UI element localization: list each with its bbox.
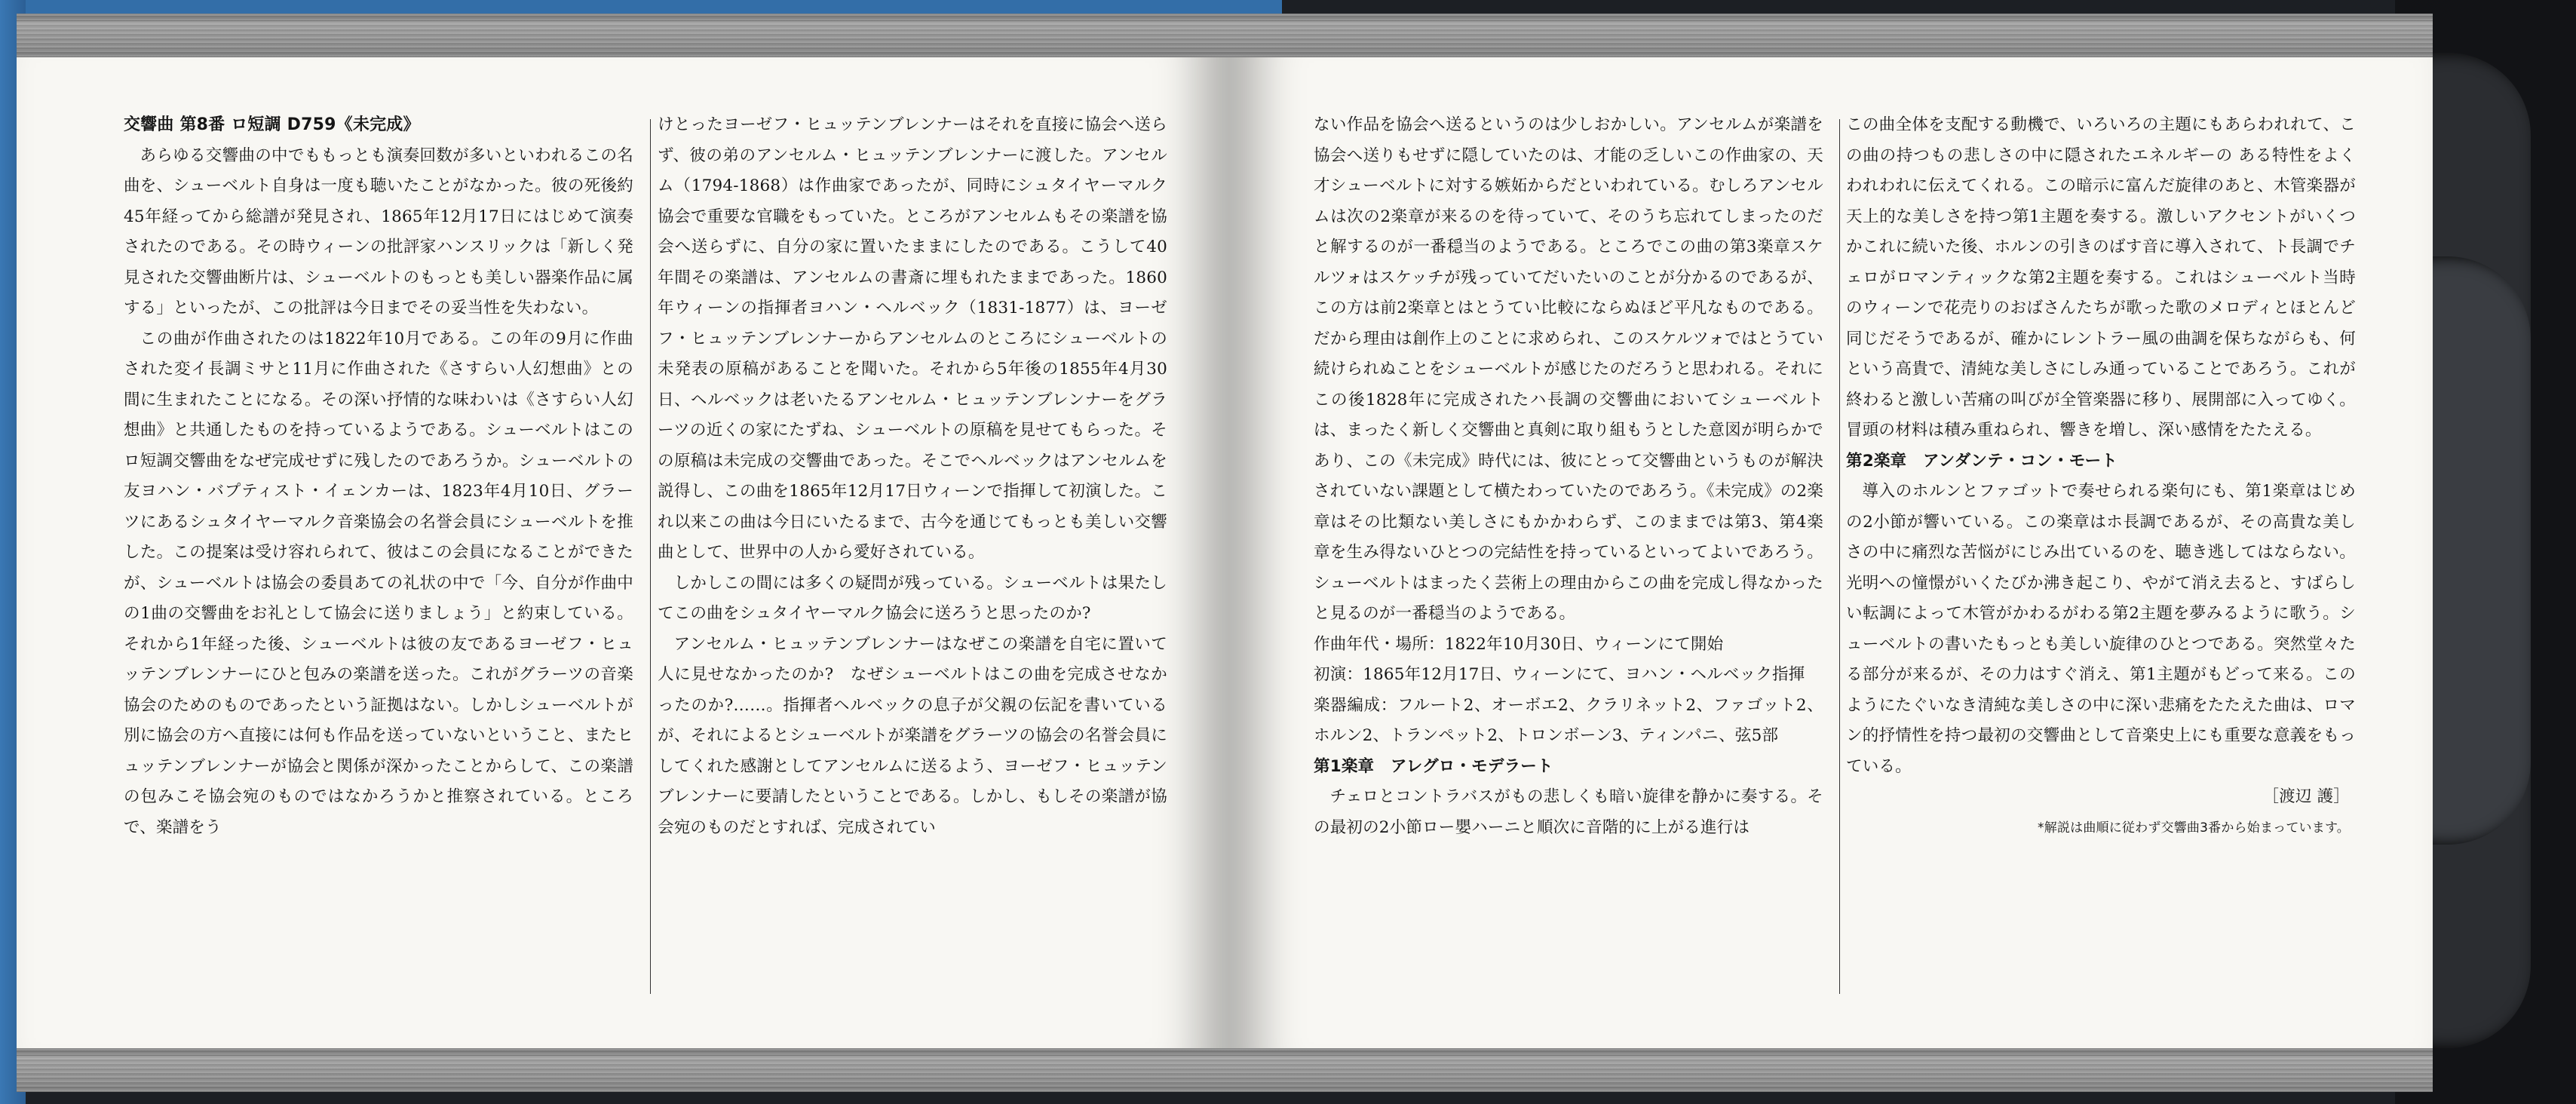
movement-2-heading: 第2楽章 アンダンテ・コン・モート <box>1846 451 2118 471</box>
page-bottom-band <box>17 1048 1229 1092</box>
page-top-band <box>1229 14 2433 57</box>
footnote: *解説は曲順に従わず交響曲3番から始まっています。 <box>2038 820 2350 836</box>
paragraph: あらゆる交響曲の中でももっとも演奏回数が多いといわれるこの名曲を、シューベルト自身は一度も聴いたことがなかった。彼の死後約45年経ってから総譜が発見され、1865年12月17日にはじめて演奏されたのである。その時ウィーンの批評家ハンスリックは「新しく発見された交響曲断片は、シューベルトのもっとも美しい器楽作品に属する」といったが、この批評は今日までその妥当性を失わない。 <box>124 146 633 317</box>
author-credit: ［渡辺 護］ <box>2262 787 2350 806</box>
paragraph: アンセルム・ヒュッテンブレンナーはなぜこの楽譜を自宅に置いて人に見せなかったのか? なぜシューベルトはこの曲を完成させなかったのか?……。指揮者ヘルベックの息子が父親の伝記を書いているが、それによるとシューベルトが楽譜をグラーツの協会の名誉会員にしてくれた感謝としてアンセルムに送るよう、ヨーゼフ・ヒュッテンブレンナーに要請したということである。しかし、もしその楽譜が協会宛のものだとすれば、完成されてい <box>658 634 1167 837</box>
paragraph: しかしこの間には多くの疑問が残っている。シューベルトは果たしてこの曲をシュタイヤーマルク協会に送ろうと思ったのか? <box>658 573 1167 623</box>
page-bottom-band <box>1229 1048 2433 1092</box>
paragraph: けとったヨーゼフ・ヒュッテンブレンナーはそれを直接に協会へ送らず、彼の弟のアンセルム・ヒュッテンブレンナーに渡した。アンセルム（1794-1868）は作曲家であったが、同時にシュタイヤーマルク協会で重要な官職をもっていた。ところがアンセルムもその楽譜を協会へ送らずに、自分の家に置いたままにしたのである。こうして40年間その楽譜は、アンセルムの書斎に埋もれたままであった。1860年ウィーンの指揮者ヨハン・ヘルベック（1831-1877）は、ヨーゼフ・ヒュッテンブレンナーからアンセルムのところにシューベルトの未発表の原稿があることを聞いた。それから5年後の1855年4月30日、ヘルベックは老いたるアンセルム・ヒュッテンブレンナーをグラーツの近くの家にたずね、シューベルトの原稿を見せてもらった。その原稿は未完成の交響曲であった。そこでヘルベックはアンセルムを説得し、この曲を1865年12月17日ウィーンで指揮して初演した。これ以来この曲は今日にいたるまで、古今を通じてもっとも美しい交響曲として、世界中の人から愛好されている。 <box>658 115 1167 562</box>
piece-title: 交響曲 第8番 ロ短調 D759《未完成》 <box>124 115 420 134</box>
info-composition: 作曲年代・場所：1822年10月30日、ウィーンにて開始 <box>1314 634 1724 654</box>
paragraph: チェロとコントラバスがもの悲しくも暗い旋律を静かに奏する。その最初の2小節ロー嬰ハーニと順次に音階的に上がる進行は <box>1314 787 1823 837</box>
column-divider <box>1839 119 1840 994</box>
info-premiere: 初演：1865年12月17日、ウィーンにて、ヨハン・ヘルベック指揮 <box>1314 665 1805 684</box>
paragraph: 導入のホルンとファゴットで奏せられる楽句にも、第1楽章はじめの2小節が響いている。この楽章はホ長調であるが、その高貴な美しさの中に痛烈な苦悩がにじみ出ているのを、聴き逃してはならない。光明への憧憬がいくたびか沸き起こり、やがて消え去ると、すばらしい転調によって木管がかわるがわる第2主題を夢みるように歌う。シューベルトの書いたもっとも美しい旋律のひとつである。突然堂々たる部分が来るが、その力はすぐ消え、第1主題がもどって来る。このようにたぐいなき清純な美しさの中に深い悲痛をたたえた曲は、ロマン的抒情性を持つ最初の交響曲として音楽史上にも重要な意義をもっている。 <box>1846 482 2357 776</box>
page-top-band <box>17 14 1229 57</box>
text-column-3 <box>1314 110 1823 843</box>
text-column-2 <box>658 110 1167 843</box>
booklet-right-page <box>1229 14 2433 1092</box>
column-divider <box>650 119 651 994</box>
paragraph: ない作品を協会へ送るというのは少しおかしい。アンセルムが楽譜を協会へ送りもせずに隠していたのは、才能の乏しいこの作曲家の、天才シューベルトに対する嫉妬からだといわれている。むしろアンセルムは次の2楽章が来るのを待っていて、そのうち忘れてしまったのだと解するのが一番穏当のようである。ところでこの曲の第3楽章スケルツォはスケッチが残っていてだいたいのことが分かるのであるが、この方は前2楽章とはとうてい比較にならぬほど平凡なものである。だから理由は創作上のことに求められ、このスケルツォではとうてい続けられぬことをシューベルトが感じたのだろうと思われる。それにこの後1828年に完成されたハ長調の交響曲においてシューベルトは、まったく新しく交響曲と真剣に取り組もうとした意図が明らかであり、この《未完成》時代には、彼にとって交響曲というものが解決されていない課題として横たわっていたのであろう。《未完成》の2楽章はその比類ない美しさにもかかわらず、このままでは第3、第4楽章を生み得ないひとつの完結性を持っているといってよいであろう。シューベルトはまったく芸術上の理由からこの曲を完成し得なかったと見るのが一番穏当のようである。 <box>1314 115 1823 623</box>
text-column-4 <box>1846 110 2356 843</box>
booklet-left-page <box>17 14 1229 1092</box>
paragraph: この曲が作曲されたのは1822年10月である。この年の9月に作曲された変イ長調ミサと11月に作曲された《さすらい人幻想曲》との間に生まれたことになる。その深い抒情的な味わいは《さすらい人幻想曲》と共通したものを持っているようである。シューベルトはこのロ短調交響曲をなぜ完成せずに残したのであろうか。シューベルトの友ヨハン・バプティスト・イェンカーは、1823年4月10日、グラーツにあるシュタイヤーマルク音楽協会の名誉会員にシューベルトを推した。この提案は受け容れられて、彼はこの会員になることができたが、シューベルトは協会の委員あての礼状の中で「今、自分が作曲中の1曲の交響曲をお礼として協会に送りましょう」と約束している。それから1年経った後、シューベルトは彼の友であるヨーゼフ・ヒュッテンブレンナーにひと包みの楽譜を送った。これがグラーツの音楽協会のためのものであったという証拠はない。しかしシューベルトが別に協会の方へ直接には何も作品を送っていないということ、またヒュッテンブレンナーが協会と関係が深かったことからして、この楽譜の包みこそ協会宛のものではなかろうかと推察されている。ところで、楽譜をう <box>124 329 633 837</box>
paragraph: この曲全体を支配する動機で、いろいろの主題にもあらわれれて、この曲の持つもの悲しさの中に隠されたエネルギーの ある特性をよくわれわれに伝えてくれる。この暗示に富んだ旋律のあと、木管楽器が天上的な美しさを持つ第1主題を奏する。激しいアクセントがいくつかこれに続いた後、ホルンの引きのばす音に導入されて、ト長調でチェロがロマンティックな第2主題を奏する。これはシューベルト当時のウィーンで花売りのおばさんたちが歌った歌のメロディとほとんど同じだそうであるが、確かにレントラー風の曲調を保ちながらも、何という高貴で、清純な美しさにしみ通っていることであろう。これが終わると激しい苦痛の叫びが全管楽器に移り、展開部に入ってゆく。冒頭の材料は積み重ねられ、響きを増し、深い感情をたたえる。 <box>1846 115 2356 440</box>
info-instrumentation: 楽器編成：フルート2、オーボエ2、クラリネット2、ファゴット2、ホルン2、トランペット2、トロンボーン3、ティンパニ、弦5部 <box>1314 695 1823 745</box>
movement-1-heading: 第1楽章 アレグロ・モデラート <box>1314 756 1553 776</box>
text-column-1 <box>124 110 633 843</box>
